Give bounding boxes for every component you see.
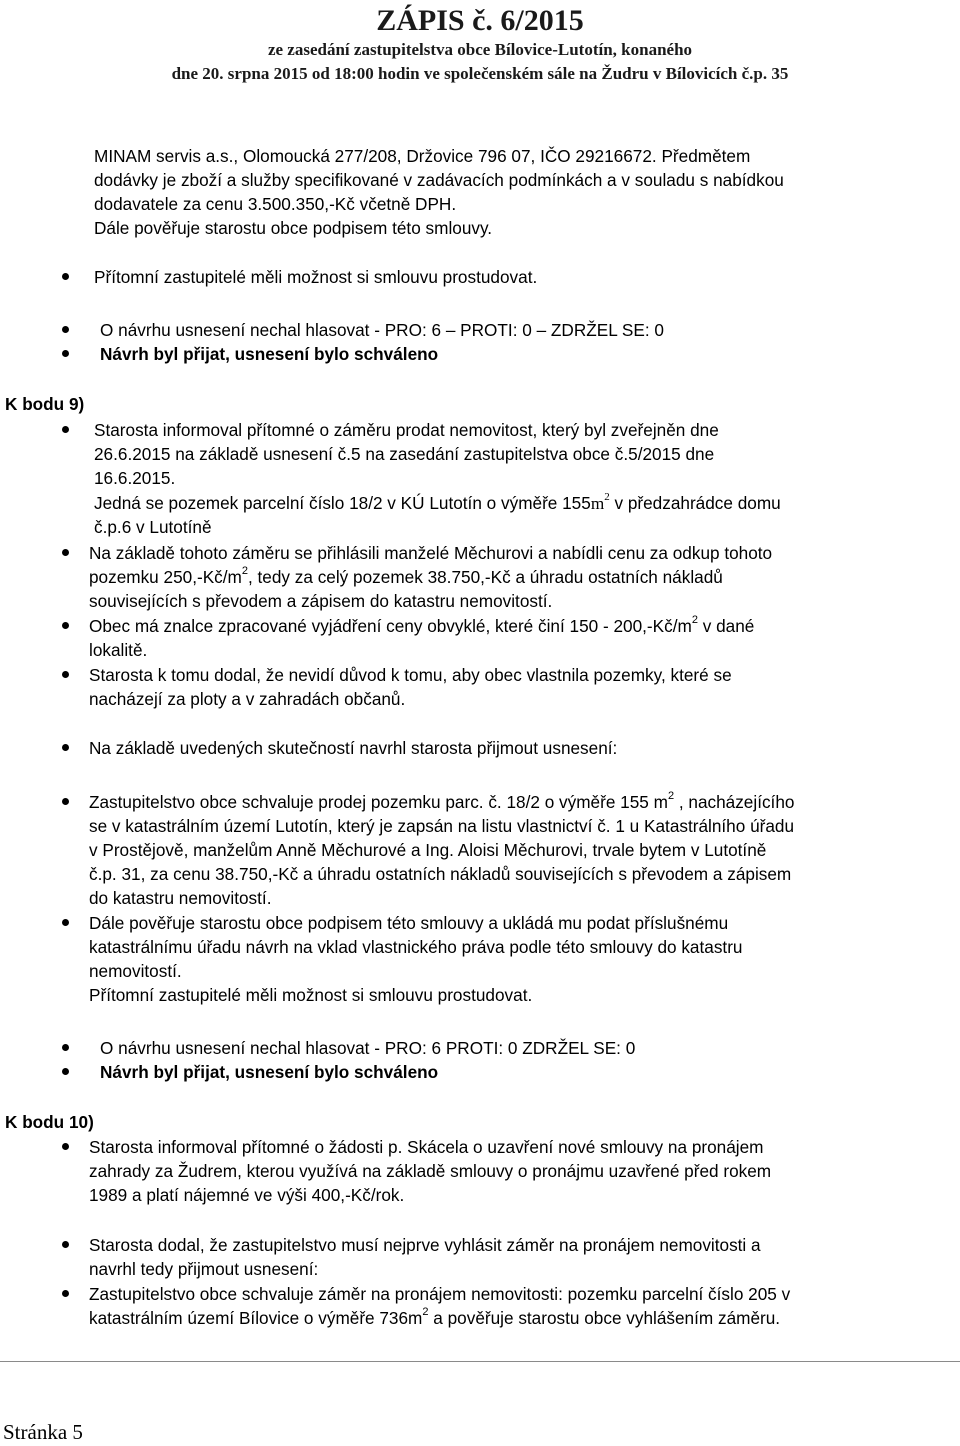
bod10-p2-line-1: Starosta dodal, že zastupitelstvo musí nejprve vyhlásit záměr na pronájem nemovitosti a bbox=[89, 1235, 761, 1255]
page-number: Stránka 5 bbox=[3, 1420, 83, 1444]
bod10-p3-line-1: Zastupitelstvo obce schvaluje záměr na pronájem nemovitosti: pozemku parcelní číslo 205 v bbox=[89, 1284, 791, 1304]
bullet-icon bbox=[62, 549, 69, 556]
bod9-p4-line-1: Starosta k tomu dodal, že nevidí důvod k tomu, aby obec vlastnila pozemky, které se bbox=[89, 665, 732, 685]
superscript: 2 bbox=[422, 1306, 429, 1319]
header-line-1: ze zasedání zastupitelstva obce Bílovice-Lutotín, konaného bbox=[267, 40, 693, 59]
bod9-p7-line-3: nemovitostí. bbox=[89, 961, 182, 981]
bullet-icon bbox=[62, 350, 69, 357]
intro-line-2: dodávky je zboží a služby specifikované v zadávacích podmínkách a v souladu s nabídkou bbox=[94, 170, 784, 190]
bullet-icon bbox=[62, 622, 69, 629]
bod9-p2-line-1: Na základě tohoto záměru se přihlásili manželé Měchurovi a nabídli cenu za odkup tohoto bbox=[89, 543, 773, 563]
bod10-p1-line-1: Starosta informoval přítomné o žádosti p. Skácela o uzavření nové smlouvy na pronájem bbox=[89, 1137, 764, 1157]
intro-vote-result: Návrh byl přijat, usnesení bylo schváleno bbox=[100, 344, 439, 364]
bod9-vote: O návrhu usnesení nechal hlasovat - PRO: 6 PROTI: 0 ZDRŽEL SE: 0 bbox=[100, 1038, 636, 1058]
intro-line-3: dodavatele za cenu 3.500.350,-Kč včetně DPH. bbox=[94, 194, 457, 214]
bullet-icon bbox=[62, 919, 69, 926]
text-run: Obec má znalce zpracované vyjádření ceny obvyklé, které činí 150 - 200,-Kč/m bbox=[89, 616, 692, 636]
bod9-p3-line-2: lokalitě. bbox=[89, 640, 148, 660]
bod9-p6-line-5: do katastru nemovitostí. bbox=[89, 888, 272, 908]
bullet-icon bbox=[62, 1143, 69, 1150]
bod9-p5: Na základě uvedených skutečností navrhl starosta přijmout usnesení: bbox=[89, 738, 618, 758]
intro-line-4: Dále pověřuje starostu obce podpisem této smlouvy. bbox=[94, 218, 493, 238]
bullet-icon bbox=[62, 326, 69, 333]
bullet-icon bbox=[62, 273, 69, 280]
intro-vote: O návrhu usnesení nechal hlasovat - PRO: 6 – PROTI: 0 – ZDRŽEL SE: 0 bbox=[100, 320, 664, 340]
bod9-p1-line-1: Starosta informoval přítomné o záměru prodat nemovitost, který byl zveřejněn dne bbox=[94, 420, 719, 440]
text-run: a pověřuje starostu obce vyhlášením záměru. bbox=[428, 1308, 781, 1328]
bod9-p2-line-2 bbox=[89, 565, 723, 589]
bod9-p2-line-3: souvisejících s převodem a zápisem do katastru nemovitostí. bbox=[89, 591, 553, 611]
section-heading-bod10: K bodu 10) bbox=[5, 1112, 94, 1132]
text-run: v dané bbox=[697, 616, 755, 636]
superscript: 2 bbox=[691, 614, 698, 627]
bullet-icon bbox=[62, 798, 69, 805]
bod9-p7-line-2: katastrálnímu úřadu návrh na vklad vlastnického práva podle této smlouvy do katastru bbox=[89, 937, 743, 957]
bullet-icon bbox=[62, 1044, 69, 1051]
text-run: , tedy za celý pozemek 38.750,-Kč a úhradu ostatních nákladů bbox=[247, 567, 723, 587]
text-run: pozemku 250,-Kč/m bbox=[89, 567, 242, 587]
bod9-p3-line-1 bbox=[89, 614, 754, 638]
intro-present-note: Přítomní zastupitelé měli možnost si smlouvu prostudovat. bbox=[94, 267, 538, 287]
bullet-icon bbox=[62, 426, 69, 433]
section-heading-bod9: K bodu 9) bbox=[5, 394, 85, 414]
bullet-icon bbox=[62, 671, 69, 678]
unit-m: m bbox=[590, 494, 605, 513]
superscript: 2 bbox=[604, 491, 610, 504]
bod9-p7-line-1: Dále pověřuje starostu obce podpisem této smlouvy a ukládá mu podat příslušnému bbox=[89, 913, 729, 933]
text-run: v předzahrádce domu bbox=[609, 493, 781, 513]
bod9-p1-line-5: č.p.6 v Lutotíně bbox=[94, 517, 212, 537]
bod10-p2-line-2: navrhl tedy přijmout usnesení: bbox=[89, 1259, 319, 1279]
bod9-p1-line-4 bbox=[94, 491, 781, 516]
document-header bbox=[0, 4, 960, 86]
bod9-p6-line-4: č.p. 31, za cenu 38.750,-Kč a úhradu ostatních nákladů souvisejících s převodem a zápisem bbox=[89, 864, 792, 884]
bullet-icon bbox=[62, 1290, 69, 1297]
superscript: 2 bbox=[241, 565, 248, 578]
bullet-icon bbox=[62, 1241, 69, 1248]
header-line-2: dne 20. srpna 2015 od 18:00 hodin ve společenském sále na Žudru v Bílovicích č.p. 35 bbox=[171, 64, 789, 83]
bod9-p6-line-2: se v katastrálním území Lutotín, který je zapsán na listu vlastnictví č. 1 u Katastrálního úřadu bbox=[89, 816, 795, 836]
text-run: Zastupitelstvo obce schvaluje prodej pozemku parc. č. 18/2 o výměře 155 m bbox=[89, 792, 668, 812]
intro-line-1: MINAM servis a.s., Olomoucká 277/208, Držovice 796 07, IČO 29216672. Předmětem bbox=[94, 146, 751, 166]
footer-divider bbox=[0, 1361, 960, 1362]
bod10-p1-line-3: 1989 a platí nájemné ve výši 400,-Kč/rok. bbox=[89, 1185, 405, 1205]
superscript: 2 bbox=[667, 790, 675, 803]
bod9-p1-line-3: 16.6.2015. bbox=[94, 468, 176, 488]
document-title: ZÁPIS č. 6/2015 bbox=[376, 4, 584, 37]
text-run: katastrálním území Bílovice o výměře 736m bbox=[89, 1308, 423, 1328]
text-run: , nacházejícího bbox=[674, 792, 795, 812]
bod10-p3-line-2 bbox=[89, 1306, 780, 1330]
bullet-icon bbox=[62, 744, 69, 751]
text-run: Jedná se pozemek parcelní číslo 18/2 v KÚ Lutotín o výměře 155 bbox=[94, 493, 591, 513]
bod10-p1-line-2: zahrady za Žudrem, kterou využívá na základě smlouvy o pronájmu uzavřené před rokem bbox=[89, 1161, 772, 1181]
bod9-p1-line-2: 26.6.2015 na základě usnesení č.5 na zasedání zastupitelstva obce č.5/2015 dne bbox=[94, 444, 715, 464]
bod9-vote-result: Návrh byl přijat, usnesení bylo schváleno bbox=[100, 1062, 439, 1082]
bod9-p7-line-4: Přítomní zastupitelé měli možnost si smlouvu prostudovat. bbox=[89, 985, 533, 1005]
bullet-icon bbox=[62, 1068, 69, 1075]
bod9-p6-line-1 bbox=[89, 790, 794, 814]
bod9-p6-line-3: v Prostějově, manželům Anně Měchurové a Ing. Aloisi Měchurovi, trvale bytem v Lutotíně bbox=[89, 840, 767, 860]
bod9-p4-line-2: nacházejí za ploty a v zahradách občanů. bbox=[89, 689, 406, 709]
